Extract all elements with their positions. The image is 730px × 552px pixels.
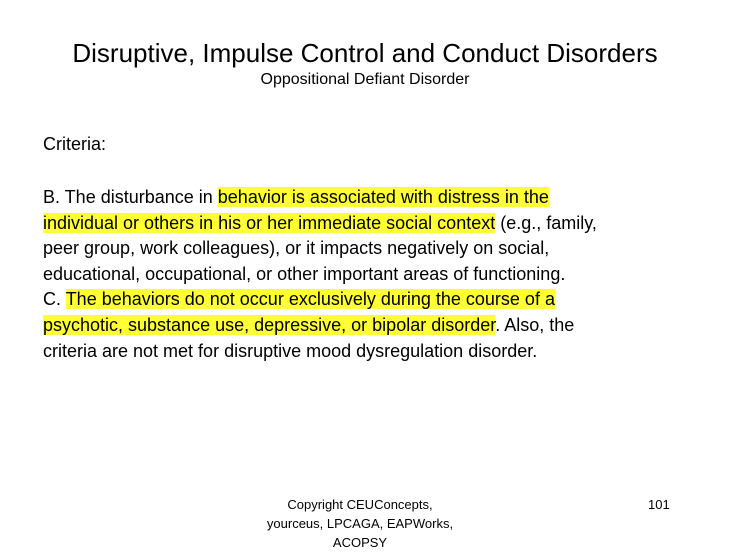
body-text: educational, occupational, or other important areas of functioning.: [43, 263, 566, 284]
body-text: peer group, work colleagues), or it impacts negatively on social,: [43, 238, 550, 259]
footer-line: Copyright CEUConcepts,: [287, 497, 433, 512]
body-line: [43, 236, 703, 262]
slide-subtitle: Oppositional Defiant Disorder: [260, 71, 470, 88]
highlighted-text: psychotic, substance use, depressive, or bipolar disorder: [43, 314, 496, 335]
highlighted-text: behavior is associated with distress in the: [217, 187, 549, 207]
body-line: [43, 313, 703, 339]
criteria-label: Criteria:: [43, 134, 107, 154]
body-line: [43, 211, 703, 237]
footer-line: yourceus, LPCAGA, EAPWorks,: [266, 516, 454, 531]
footer-line: ACOPSY: [332, 535, 388, 550]
body-text: (e.g., family,: [495, 212, 597, 233]
body-line: [43, 287, 703, 313]
body-text: B. The disturbance in: [43, 187, 218, 207]
page-number: 101: [648, 497, 670, 512]
body-text: . Also, the: [495, 314, 575, 335]
body-line: [43, 185, 703, 211]
body-text: C.: [43, 289, 66, 310]
highlighted-text: The behaviors do not occur exclusively during the course of a: [65, 289, 555, 310]
body-text: criteria are not met for disruptive mood dysregulation disorder.: [43, 340, 538, 361]
highlighted-text: individual or others in his or her immediate social context: [43, 212, 496, 233]
body-line: [43, 339, 703, 365]
copyright-footer: [240, 495, 480, 550]
criteria-body: [43, 185, 703, 364]
body-line: [43, 262, 703, 288]
slide-title: Disruptive, Impulse Control and Conduct Disorders: [72, 38, 658, 68]
